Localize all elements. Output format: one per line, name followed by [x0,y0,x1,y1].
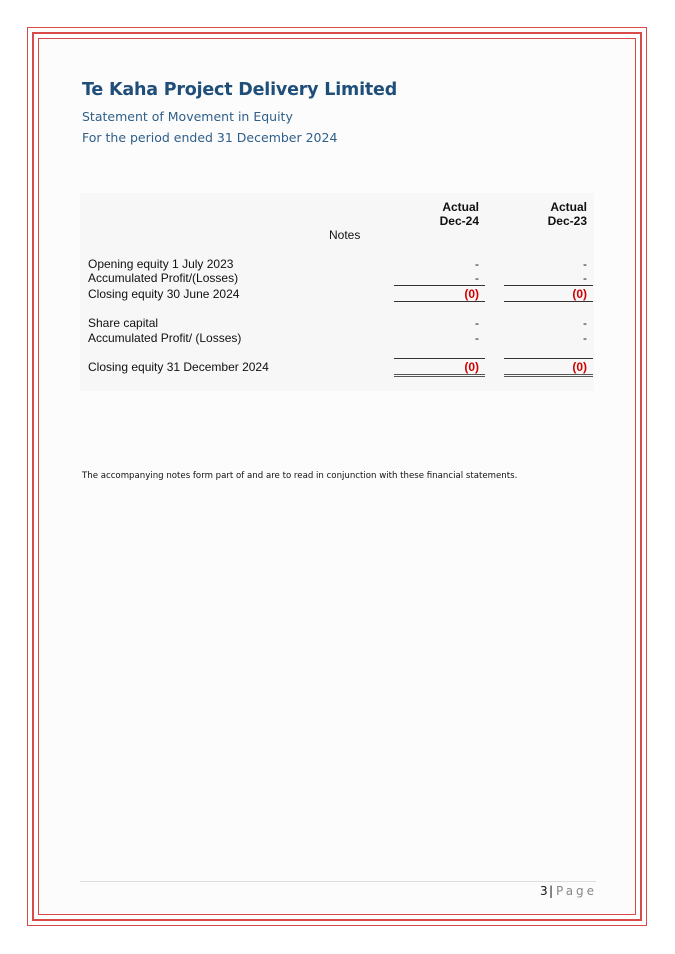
column-header-dec23-line2: Dec-23 [547,214,587,228]
row-value-dec24: (0) [464,287,479,301]
footnote-text: The accompanying notes form part of and are to read in conjunction with these financial statements. [82,471,518,481]
statement-title: Statement of Movement in Equity [82,109,293,124]
page-number: 3 [540,884,548,898]
row-label: Share capital [88,316,159,330]
footer-divider [80,881,596,882]
subtotal-rule-dec23 [504,285,593,286]
column-header-dec23-line1: Actual [550,200,587,214]
page-label: Page [556,884,598,898]
row-value-dec23: - [583,257,587,271]
row-value-dec23: - [583,271,587,285]
row-value-dec24: (0) [464,360,479,374]
row-label: Closing equity 30 June 2024 [88,287,240,301]
row-value-dec24: - [475,257,479,271]
row-value-dec24: - [475,316,479,330]
row-label: Closing equity 31 December 2024 [88,360,269,374]
column-header-dec24-line2: Dec-24 [439,214,479,228]
company-title: Te Kaha Project Delivery Limited [82,80,398,100]
row-value-dec23: - [583,331,587,345]
row-value-dec23: (0) [572,360,587,374]
row-label: Opening equity 1 July 2023 [88,257,234,271]
equity-statement-table [80,193,594,391]
period-text: For the period ended 31 December 2024 [82,130,338,145]
row-label: Accumulated Profit/(Losses) [88,271,239,285]
subtotal-rule-dec24 [394,285,485,286]
page-separator: | [549,884,554,898]
row-label: Accumulated Profit/ (Losses) [88,331,242,345]
column-header-dec24-line1: Actual [442,200,479,214]
notes-column-header: Notes [329,228,361,242]
subtotal-rule-dec24 [394,358,485,359]
subtotal-rule-dec23 [504,358,593,359]
row-value-dec23: (0) [572,287,587,301]
row-value-dec23: - [583,316,587,330]
grand-total-rule-dec23 [504,374,593,377]
total-rule-dec24 [394,301,485,302]
total-rule-dec23 [504,301,593,302]
row-value-dec24: - [475,271,479,285]
row-value-dec24: - [475,331,479,345]
grand-total-rule-dec24 [394,374,485,377]
